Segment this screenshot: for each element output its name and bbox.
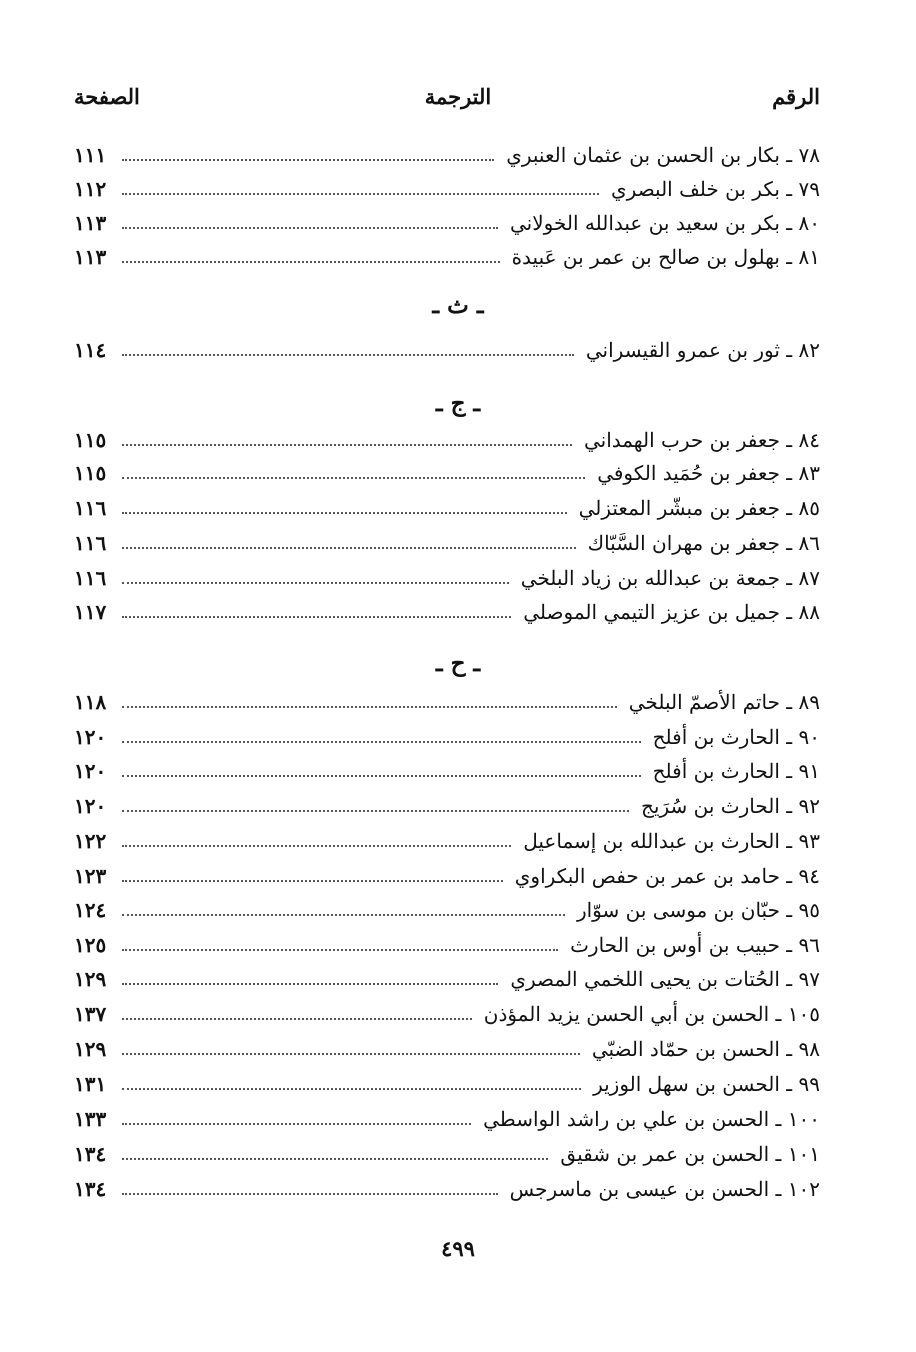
entry-title: ٨٩ ـ حاتم الأصمّ البلخي	[628, 690, 820, 714]
entry-title: ٩٨ ـ الحسن بن حمّاد الضبّي	[591, 1037, 820, 1061]
dot-leader	[122, 193, 599, 195]
entry-title: ١٠٢ ـ الحسن بن عيسى بن ماسرجس	[509, 1177, 820, 1201]
dot-leader	[122, 159, 494, 161]
dot-leader	[122, 741, 641, 743]
dot-leader	[122, 1158, 548, 1160]
section-letter-jim: ـ ج ـ	[435, 390, 481, 417]
index-entry	[74, 998, 820, 1030]
index-entry	[74, 241, 820, 273]
dot-leader	[122, 1053, 580, 1055]
dot-leader	[122, 949, 558, 951]
section-letter-tha: ـ ث ـ	[432, 292, 484, 319]
entry-title: ٩٤ ـ حامد بن عمر بن حفص البكراوي	[514, 864, 820, 888]
dot-leader	[122, 354, 574, 356]
header-number: الرقم	[772, 84, 820, 109]
index-entry	[74, 424, 820, 456]
entry-page: ١١٤	[74, 338, 107, 362]
entry-title: ٩١ ـ الحارث بن أفلح	[652, 759, 820, 783]
entry-page: ١٢٢	[74, 829, 107, 853]
index-entry	[74, 825, 820, 857]
entry-title: ٨١ ـ بهلول بن صالح بن عمر بن عَبيدة	[511, 245, 820, 269]
entry-title: ٨٤ ـ جعفر بن حرب الهمداني	[583, 428, 820, 452]
header-title: الترجمة	[424, 84, 492, 109]
dot-leader	[122, 1018, 472, 1020]
index-entry	[74, 721, 820, 753]
dot-leader	[122, 444, 572, 446]
dot-leader	[122, 1123, 471, 1125]
index-entry	[74, 686, 820, 718]
entry-title: ٨٧ ـ جمعة بن عبدالله بن زياد البلخي	[520, 566, 820, 590]
entry-title: ٨٨ ـ جميل بن عزيز التيمي الموصلي	[523, 600, 820, 624]
entry-title: ٩٠ ـ الحارث بن أفلح	[652, 725, 820, 749]
dot-leader	[122, 1088, 581, 1090]
dot-leader	[122, 547, 576, 549]
index-entry	[74, 894, 820, 926]
entry-page: ١١٦	[74, 566, 107, 590]
index-entry	[74, 492, 820, 524]
index-entry	[74, 1138, 820, 1170]
entry-title: ١٠٥ ـ الحسن بن أبي الحسن يزيد المؤذن	[483, 1002, 820, 1026]
entry-title: ٩٥ ـ حبّان بن موسى بن سوّار	[576, 898, 820, 922]
index-entry	[74, 457, 820, 489]
dot-leader	[122, 227, 498, 229]
index-entry	[74, 755, 820, 787]
dot-leader	[122, 880, 503, 882]
entry-title: ٩٣ ـ الحارث بن عبدالله بن إسماعيل	[523, 829, 820, 853]
index-entry	[74, 929, 820, 961]
entry-page: ١٢٠	[74, 725, 107, 749]
index-entry	[74, 963, 820, 995]
entry-title: ٨٣ ـ جعفر بن حُمَيد الكوفي	[597, 461, 820, 485]
entry-page: ١١٦	[74, 531, 107, 555]
section-letter-ha: ـ ح ـ	[435, 650, 481, 677]
entry-title: ٩٩ ـ الحسن بن سهل الوزير	[593, 1072, 820, 1096]
dot-leader	[122, 810, 629, 812]
index-entry	[74, 1033, 820, 1065]
dot-leader	[122, 775, 641, 777]
index-entry	[74, 173, 820, 205]
dot-leader	[122, 261, 500, 263]
dot-leader	[122, 582, 509, 584]
entry-page: ١٢٠	[74, 759, 107, 783]
entry-title: ٩٧ ـ الحُتات بن يحيى اللخمي المصري	[510, 967, 820, 991]
entry-page: ١٢٤	[74, 898, 107, 922]
index-entry	[74, 334, 820, 366]
dot-leader	[122, 477, 585, 479]
entry-page: ١٣١	[74, 1072, 107, 1096]
entry-page: ١١٢	[74, 177, 107, 201]
entry-title: ٨٥ ـ جعفر بن مبشّر المعتزلي	[578, 496, 820, 520]
entry-page: ١١٨	[74, 690, 107, 714]
entry-title: ٩٢ ـ الحارث بن سُرَيج	[641, 794, 820, 818]
entry-page: ١١٥	[74, 428, 107, 452]
entry-page: ١١٧	[74, 600, 107, 624]
dot-leader	[122, 983, 498, 985]
entry-title: ٨٦ ـ جعفر بن مهران السَّبّاك	[587, 531, 820, 555]
entry-page: ١٢٥	[74, 933, 107, 957]
entry-title: ٧٩ ـ بكر بن خلف البصري	[611, 177, 820, 201]
index-entry	[74, 596, 820, 628]
entry-page: ١١٣	[74, 211, 107, 235]
dot-leader	[122, 914, 565, 916]
header-page: الصفحة	[74, 84, 140, 109]
index-entry	[74, 1173, 820, 1205]
index-entry	[74, 207, 820, 239]
index-entry	[74, 139, 820, 171]
entry-page: ١٢٩	[74, 967, 107, 991]
entry-page: ١١٣	[74, 245, 107, 269]
entry-title: ٨٢ ـ ثور بن عمرو القيسراني	[585, 338, 820, 362]
dot-leader	[122, 706, 617, 708]
entry-page: ١٢٣	[74, 864, 107, 888]
entry-page: ١٢٩	[74, 1037, 107, 1061]
entry-page: ١٢٠	[74, 794, 107, 818]
entry-page: ١١٥	[74, 461, 107, 485]
dot-leader	[122, 845, 511, 847]
page-number: ٤٩٩	[441, 1236, 475, 1261]
index-entry	[74, 562, 820, 594]
index-entry	[74, 1068, 820, 1100]
entry-title: ٧٨ ـ بكار بن الحسن بن عثمان العنبري	[506, 143, 820, 167]
entry-page: ١١٦	[74, 496, 107, 520]
dot-leader	[122, 1193, 498, 1195]
entry-page: ١٣٤	[74, 1142, 107, 1166]
index-entry	[74, 860, 820, 892]
index-entry	[74, 790, 820, 822]
entry-title: ١٠٠ ـ الحسن بن علي بن راشد الواسطي	[483, 1107, 820, 1131]
entry-page: ١٣٧	[74, 1002, 107, 1026]
entry-page: ١٣٤	[74, 1177, 107, 1201]
index-entry	[74, 527, 820, 559]
index-entry	[74, 1103, 820, 1135]
dot-leader	[122, 512, 567, 514]
entry-page: ١٣٣	[74, 1107, 107, 1131]
entry-title: ٨٠ ـ بكر بن سعيد بن عبدالله الخولاني	[509, 211, 820, 235]
entry-title: ٩٦ ـ حبيب بن أوس بن الحارث	[570, 933, 820, 957]
entry-page: ١١١	[74, 143, 107, 167]
entry-title: ١٠١ ـ الحسن بن عمر بن شقيق	[560, 1142, 820, 1166]
column-header	[0, 84, 916, 124]
dot-leader	[122, 616, 511, 618]
